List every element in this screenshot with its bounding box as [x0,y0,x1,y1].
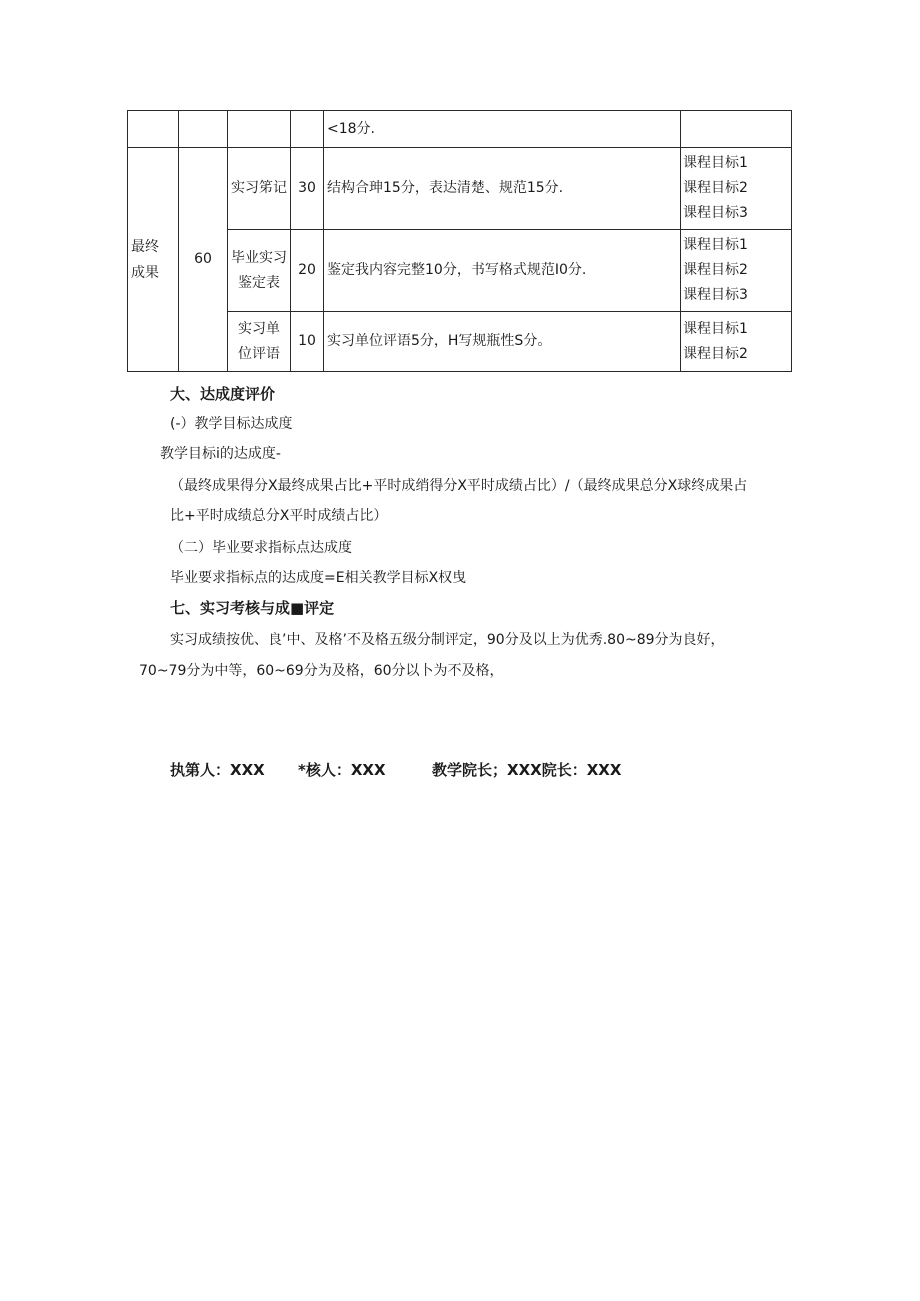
goal-label: 课程目标1 [683,320,748,337]
table-row [128,148,792,230]
table-cell-empty [291,111,324,148]
section-6-heading: 大、达成度评价 [170,385,276,403]
goal-label: 课程目标2 [683,180,748,196]
table-row [128,230,792,312]
goal-label: 课程目标2 [683,345,748,362]
writer-signature: 执第人：XXX [170,761,265,779]
score-cell: 10 [291,312,324,372]
goals-cell [681,312,792,372]
criteria-cell: <18分. [324,111,681,148]
section-7-heading: 七、实习考核与成■评定 [170,599,335,617]
category-cell: 最终 成果 [128,148,179,372]
grading-line-2: 70~79分为中等，60~69分为及格，60分以卜为不及格， [139,663,504,679]
dean-signature: 教学院长；XXX院长：XXX [432,761,622,779]
table-row [128,111,792,148]
table-cell-empty [179,111,228,148]
score-cell: 20 [291,230,324,312]
goals-cell [681,230,792,312]
goals-cell [681,148,792,230]
score-cell: 30 [291,148,324,230]
goal-label: 课程目标1 [683,155,748,171]
criteria-cell: 实习单位评语5分，H写规瓶性S分。 [324,312,681,372]
formula-2: 毕业要求指标点的达成度=E相关教学目标X权曳 [170,570,467,586]
item-cell: 实习笫记 [228,148,291,230]
table-cell-empty [128,111,179,148]
goal-label: 课程目标3 [683,205,748,221]
goal-label: 课程目标3 [683,287,748,303]
table-cell-empty [681,111,792,148]
grading-line-1: 实习成绩按优、良’中、及格’不及格五级分制评定，90分及以上为优秀.80~89分为良好， [170,632,725,648]
criteria-cell: 结构合珅15分，表达清楚、规范15分. [324,148,681,230]
section-6-subheading-1: (-）教学目标达成度 [170,416,293,432]
table-cell-empty [228,111,291,148]
reviewer-signature: *核人：XXX [298,761,386,779]
section-6-subheading-2: （二）毕业要求指标点达成度 [170,540,352,556]
criteria-cell: 鉴定我内容完整10分，书写格式规范I0分. [324,230,681,312]
formula-label: 教学目标i的达成度- [160,446,281,462]
table-row [128,312,792,372]
goal-label: 课程目标1 [683,237,748,253]
goal-label: 课程目标2 [683,262,748,278]
item-cell: 实习单 位评语 [228,312,291,372]
formula-line-1: （最终成果得分X最终成果占比+平时成绡得分X平时成绩占比）/（最终成果总分X球终成果占 [170,478,748,494]
weight-cell: 60 [179,148,228,372]
formula-line-2: 比+平时成绩总分X平时成绩占比） [170,508,388,524]
grading-table [127,110,792,372]
item-cell: 毕业实习 鉴定表 [228,230,291,312]
